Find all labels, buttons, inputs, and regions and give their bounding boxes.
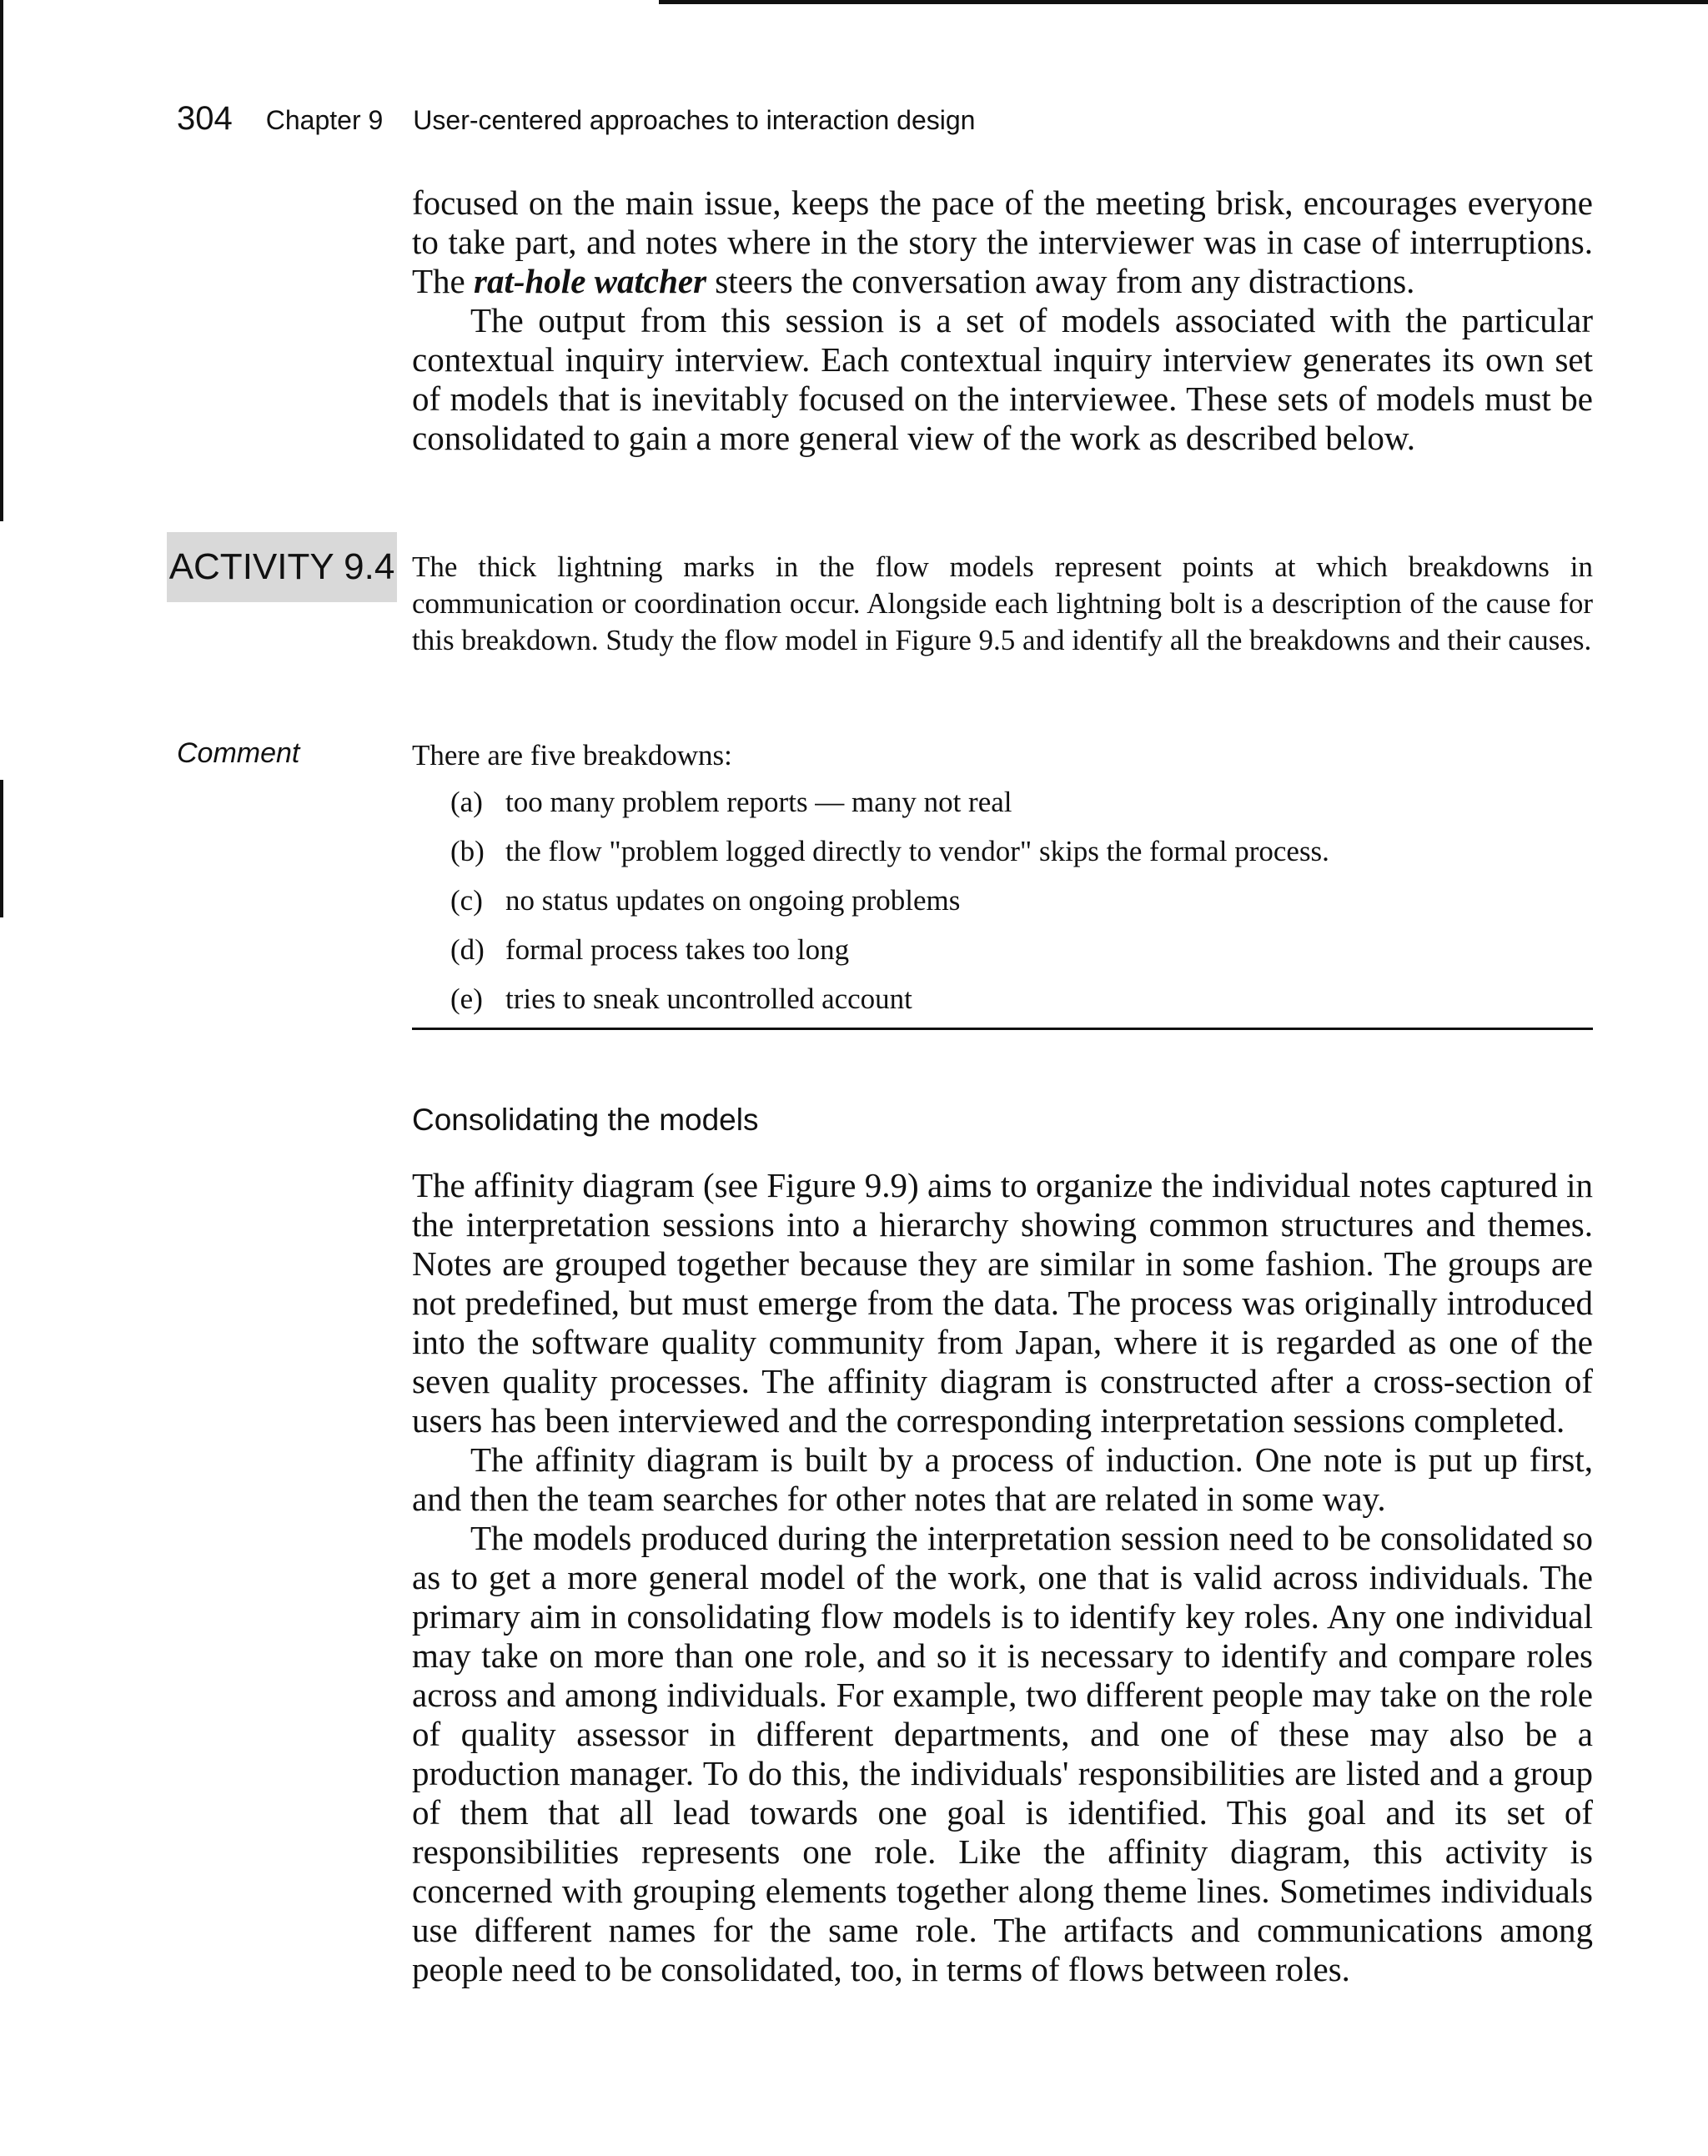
breakdown-list <box>450 786 1329 1032</box>
list-item <box>450 786 1329 835</box>
intro-paragraph <box>412 183 1593 301</box>
body-paragraph: The models produced during the interpretation session need to be consolidated so as to get a more general model of the work, one that is valid across individuals. The primary aim in consolidating flow models is to identify key roles. Any one individual may take on more than one role, and so it is necessary to identify and compare roles across and among individuals. For example, two different people may take on the role of quality assessor in different departments, and one of these may also be a production manager. To do this, the individuals' responsibilities are listed and a group of them that all lead towards one goal is identified. This goal and its set of responsibilities represents one role. Like the affinity diagram, this activity is concerned with grouping elements together along theme lines. Sometimes individuals use different names for the same role. The artifacts and communications among people need to be consolidated, too, in terms of flows between roles. <box>412 1519 1593 1988</box>
list-item <box>450 835 1329 884</box>
activity-label: ACTIVITY 9.4 <box>167 532 397 602</box>
body-paragraph: The affinity diagram (see Figure 9.9) aims to organize the individual notes captured in the interpretation sessions into a hierarchy showing common structures and themes. Notes are grouped together because they are similar in some fashion. The groups are not predefined, but must emerge from the data. The process was originally introduced into the software quality community from Japan, where it is regarded as one of the seven quality processes. The affinity diagram is constructed after a cross-section of users has been interviewed and the corresponding interpretation sessions completed. <box>412 1166 1593 1440</box>
section-body <box>412 1166 1593 1989</box>
intro-paragraph: The output from this session is a set of models associated with the particular contextual inquiry interview. Each contextual inquiry interview generates its own set of models that is inevitably focused on the interviewee. These sets of models must be consolidated to gain a more general view of the work as described below. <box>412 301 1593 457</box>
intro-text-part: steers the conversation away from any distractions. <box>706 262 1415 300</box>
section-divider <box>412 1028 1593 1030</box>
list-marker: (c) <box>450 884 483 917</box>
chapter-label: Chapter 9 <box>265 105 384 135</box>
intro-text-part: focused on the main issue, keeps the pace of the meeting brisk, encourages everyone to take part, and notes where in the story the interviewer was in case of interruptions. The <box>412 183 1593 300</box>
list-item <box>450 933 1329 983</box>
list-item <box>450 983 1329 1032</box>
left-margin-bar <box>0 0 3 521</box>
list-marker: (a) <box>450 786 483 818</box>
list-marker: (d) <box>450 933 485 966</box>
list-item-text: tries to sneak uncontrolled account <box>505 983 912 1015</box>
list-marker: (e) <box>450 983 483 1015</box>
list-item <box>450 884 1329 933</box>
list-item-text: formal process takes too long <box>505 933 850 966</box>
list-marker: (b) <box>450 835 485 867</box>
comment-label: Comment <box>177 737 300 769</box>
top-border-line <box>659 0 1708 4</box>
list-item-text: no status updates on ongoing problems <box>505 884 961 917</box>
section-heading: Consolidating the models <box>412 1103 759 1137</box>
left-margin-bar <box>0 780 3 917</box>
intro-text <box>412 183 1593 458</box>
chapter-title: User-centered approaches to interaction design <box>413 105 976 135</box>
list-item-text: too many problem reports — many not real <box>505 786 1012 818</box>
comment-intro: There are five breakdowns: <box>412 739 732 771</box>
activity-text: The thick lightning marks in the flow models represent points at which breakdowns in communication or coordination occur. Alongside each lightning bolt is a description of the cause for this breakdown. Study the flow model in Figure 9.5 and identify all the breakdowns and their causes. <box>412 550 1593 656</box>
rat-hole-watcher-term: rat-hole watcher <box>474 262 707 300</box>
body-paragraph: The affinity diagram is built by a process of induction. One note is put up first, and then the team searches for other notes that are related in some way. <box>412 1440 1593 1518</box>
page-number: 304 <box>177 100 233 137</box>
running-head <box>177 100 975 138</box>
list-item-text: the flow "problem logged directly to vendor" skips the formal process. <box>505 835 1329 867</box>
